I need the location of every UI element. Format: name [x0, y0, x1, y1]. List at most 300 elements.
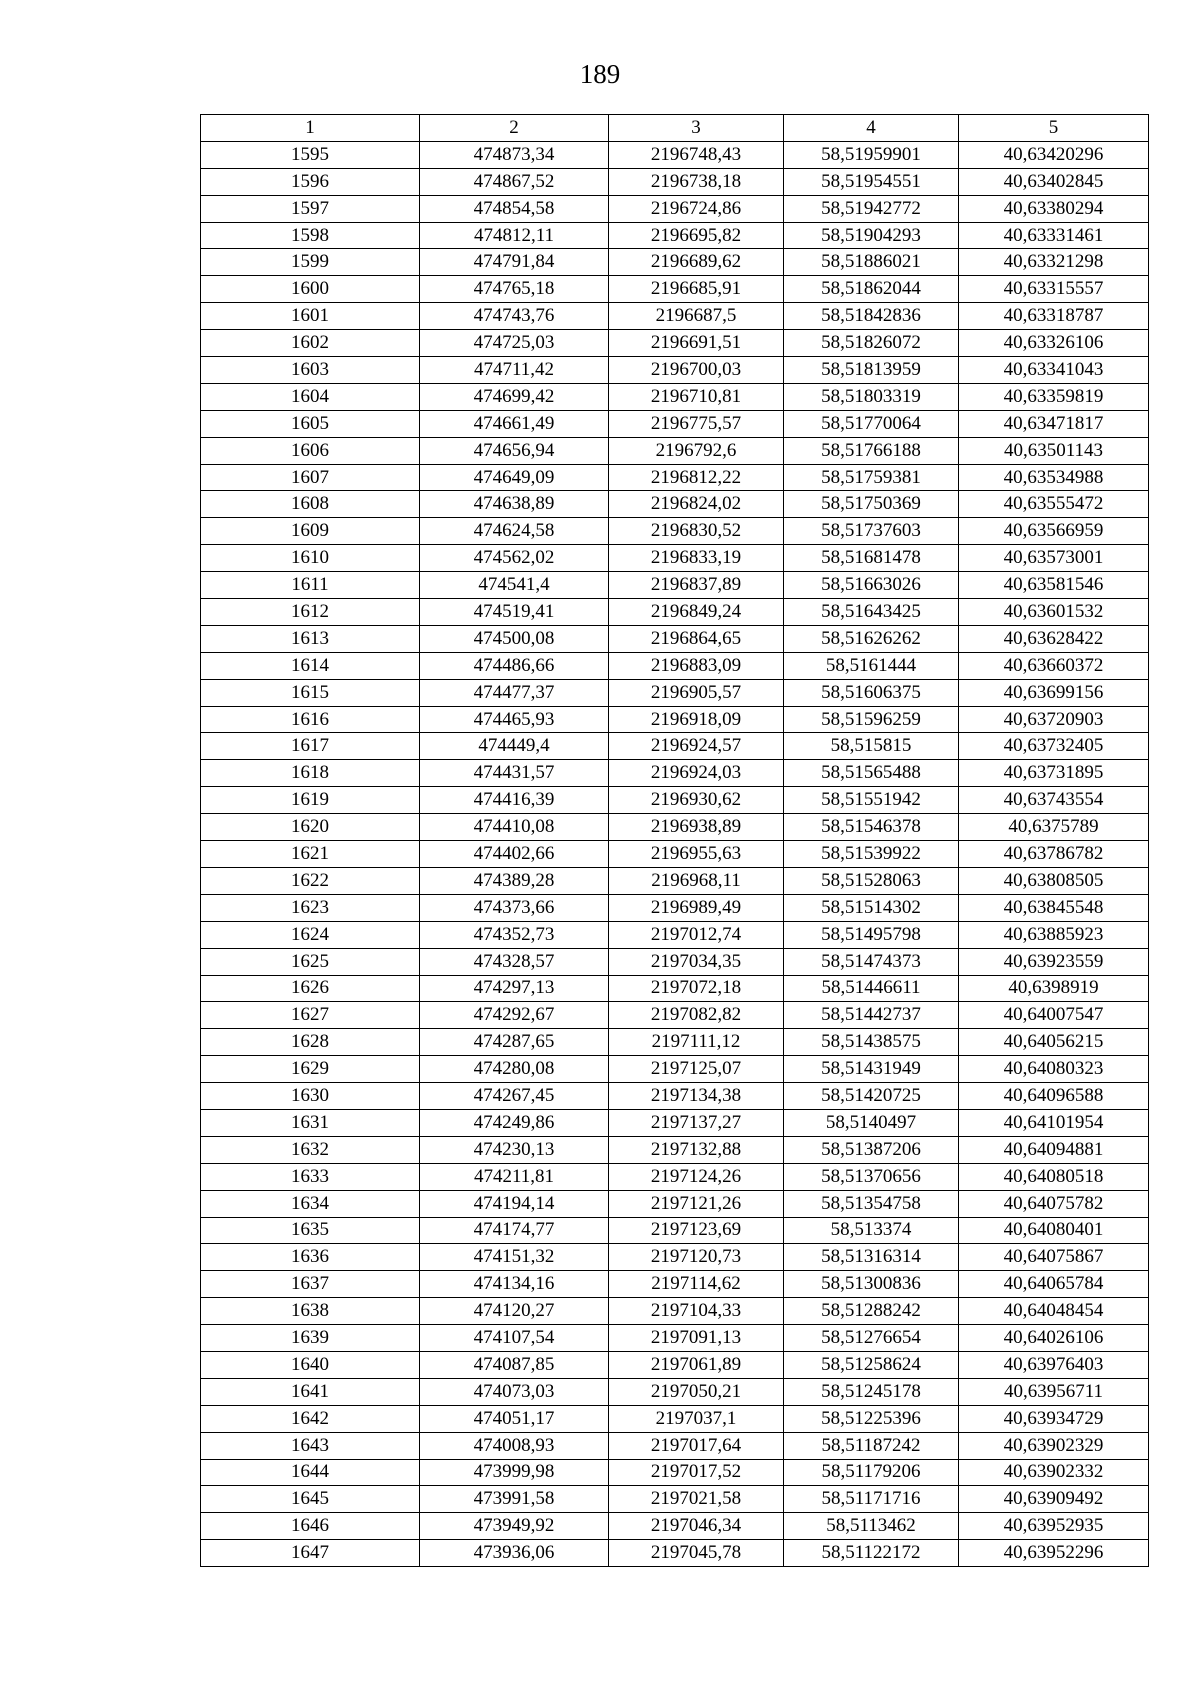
- table-cell-col-2: 474267,45: [420, 1083, 609, 1110]
- table-cell-col-3: 2197021,58: [609, 1486, 784, 1513]
- table-cell-col-4: 58,51551942: [784, 787, 959, 814]
- table-cell-col-1: 1630: [201, 1083, 420, 1110]
- table-header: [201, 115, 1149, 142]
- table-cell-col-1: 1637: [201, 1271, 420, 1298]
- table-cell-col-2: 473949,92: [420, 1513, 609, 1540]
- table-cell-col-1: 1600: [201, 276, 420, 303]
- table-cell-col-3: 2197114,62: [609, 1271, 784, 1298]
- table-row: [201, 1432, 1149, 1459]
- table-cell-col-3: 2196695,82: [609, 222, 784, 249]
- table-cell-col-5: 40,64080518: [959, 1163, 1149, 1190]
- table-cell-col-4: 58,513374: [784, 1217, 959, 1244]
- table-cell-col-1: 1628: [201, 1029, 420, 1056]
- table-row: [201, 1109, 1149, 1136]
- table-cell-col-5: 40,63952935: [959, 1513, 1149, 1540]
- table-cell-col-3: 2196685,91: [609, 276, 784, 303]
- table-cell-col-4: 58,51681478: [784, 545, 959, 572]
- table-cell-col-1: 1598: [201, 222, 420, 249]
- table-cell-col-4: 58,51122172: [784, 1540, 959, 1567]
- table-row: [201, 1540, 1149, 1567]
- table-row: [201, 383, 1149, 410]
- table-cell-col-1: 1640: [201, 1351, 420, 1378]
- table-cell-col-3: 2196924,57: [609, 733, 784, 760]
- table-cell-col-2: 474402,66: [420, 841, 609, 868]
- table-cell-col-4: 58,51565488: [784, 760, 959, 787]
- table-row: [201, 1405, 1149, 1432]
- table-cell-col-5: 40,63331461: [959, 222, 1149, 249]
- table-cell-col-2: 474867,52: [420, 168, 609, 195]
- table-cell-col-4: 58,51245178: [784, 1378, 959, 1405]
- table-cell-col-3: 2196955,63: [609, 841, 784, 868]
- table-cell-col-1: 1633: [201, 1163, 420, 1190]
- table-cell-col-1: 1611: [201, 572, 420, 599]
- table-cell-col-4: 58,51904293: [784, 222, 959, 249]
- table-cell-col-1: 1638: [201, 1298, 420, 1325]
- table-cell-col-4: 58,51387206: [784, 1136, 959, 1163]
- table-cell-col-1: 1639: [201, 1325, 420, 1352]
- table-body: [201, 141, 1149, 1566]
- table-cell-col-4: 58,51276654: [784, 1325, 959, 1352]
- table-row: [201, 437, 1149, 464]
- table-cell-col-2: 474087,85: [420, 1351, 609, 1378]
- table-row: [201, 276, 1149, 303]
- table-cell-col-5: 40,63315557: [959, 276, 1149, 303]
- table-cell-col-5: 40,63923559: [959, 948, 1149, 975]
- table-cell-col-4: 58,51171716: [784, 1486, 959, 1513]
- table-row: [201, 841, 1149, 868]
- table-cell-col-1: 1622: [201, 867, 420, 894]
- table-cell-col-2: 473999,98: [420, 1459, 609, 1486]
- table-cell-col-1: 1595: [201, 141, 420, 168]
- table-cell-col-5: 40,64056215: [959, 1029, 1149, 1056]
- column-header-3: 3: [609, 115, 784, 142]
- table-cell-col-4: 58,51528063: [784, 867, 959, 894]
- table-cell-col-5: 40,63845548: [959, 894, 1149, 921]
- table-cell-col-1: 1603: [201, 357, 420, 384]
- table-cell-col-1: 1604: [201, 383, 420, 410]
- table-cell-col-5: 40,64048454: [959, 1298, 1149, 1325]
- table-cell-col-2: 474661,49: [420, 410, 609, 437]
- table-row: [201, 1298, 1149, 1325]
- table-cell-col-4: 58,51179206: [784, 1459, 959, 1486]
- table-cell-col-4: 58,51737603: [784, 518, 959, 545]
- table-cell-col-5: 40,63885923: [959, 921, 1149, 948]
- table-cell-col-2: 473936,06: [420, 1540, 609, 1567]
- table-cell-col-5: 40,64075782: [959, 1190, 1149, 1217]
- table-cell-col-4: 58,5140497: [784, 1109, 959, 1136]
- table-cell-col-3: 2197134,38: [609, 1083, 784, 1110]
- table-cell-col-1: 1632: [201, 1136, 420, 1163]
- table-cell-col-3: 2197050,21: [609, 1378, 784, 1405]
- table-cell-col-5: 40,63321298: [959, 249, 1149, 276]
- table-cell-col-3: 2196824,02: [609, 491, 784, 518]
- table-cell-col-4: 58,51862044: [784, 276, 959, 303]
- table-cell-col-5: 40,6375789: [959, 814, 1149, 841]
- table-cell-col-5: 40,64026106: [959, 1325, 1149, 1352]
- table-cell-col-2: 474519,41: [420, 599, 609, 626]
- table-cell-col-4: 58,51474373: [784, 948, 959, 975]
- table-cell-col-2: 474297,13: [420, 975, 609, 1002]
- table-cell-col-5: 40,63581546: [959, 572, 1149, 599]
- table-cell-col-1: 1644: [201, 1459, 420, 1486]
- table-cell-col-4: 58,51643425: [784, 599, 959, 626]
- table-cell-col-3: 2196864,65: [609, 625, 784, 652]
- table-row: [201, 894, 1149, 921]
- table-cell-col-1: 1596: [201, 168, 420, 195]
- table-cell-col-5: 40,63731895: [959, 760, 1149, 787]
- table-cell-col-3: 2196830,52: [609, 518, 784, 545]
- table-cell-col-2: 474486,66: [420, 652, 609, 679]
- table-cell-col-5: 40,63909492: [959, 1486, 1149, 1513]
- table-cell-col-5: 40,6398919: [959, 975, 1149, 1002]
- table-cell-col-4: 58,51442737: [784, 1002, 959, 1029]
- table-cell-col-4: 58,51370656: [784, 1163, 959, 1190]
- table-cell-col-1: 1631: [201, 1109, 420, 1136]
- table-row: [201, 706, 1149, 733]
- table-cell-col-4: 58,51495798: [784, 921, 959, 948]
- table-cell-col-4: 58,51770064: [784, 410, 959, 437]
- table-cell-col-3: 2196738,18: [609, 168, 784, 195]
- table-cell-col-3: 2197091,13: [609, 1325, 784, 1352]
- table-cell-col-1: 1618: [201, 760, 420, 787]
- column-header-5: 5: [959, 115, 1149, 142]
- table-row: [201, 249, 1149, 276]
- table-cell-col-1: 1636: [201, 1244, 420, 1271]
- table-row: [201, 1083, 1149, 1110]
- table-row: [201, 1271, 1149, 1298]
- table-row: [201, 599, 1149, 626]
- table-cell-col-2: 474449,4: [420, 733, 609, 760]
- table-cell-col-3: 2197072,18: [609, 975, 784, 1002]
- table-cell-col-5: 40,63976403: [959, 1351, 1149, 1378]
- table-row: [201, 1325, 1149, 1352]
- table-row: [201, 1486, 1149, 1513]
- table-cell-col-3: 2196812,22: [609, 464, 784, 491]
- table-cell-col-2: 474743,76: [420, 303, 609, 330]
- table-cell-col-5: 40,64075867: [959, 1244, 1149, 1271]
- table-cell-col-3: 2196924,03: [609, 760, 784, 787]
- table-row: [201, 410, 1149, 437]
- table-cell-col-1: 1602: [201, 330, 420, 357]
- table-cell-col-4: 58,51431949: [784, 1056, 959, 1083]
- table-cell-col-1: 1626: [201, 975, 420, 1002]
- table-cell-col-4: 58,51225396: [784, 1405, 959, 1432]
- table-cell-col-5: 40,63471817: [959, 410, 1149, 437]
- table-cell-col-5: 40,63318787: [959, 303, 1149, 330]
- table-cell-col-4: 58,51886021: [784, 249, 959, 276]
- table-cell-col-1: 1621: [201, 841, 420, 868]
- table-cell-col-4: 58,51258624: [784, 1351, 959, 1378]
- table-cell-col-3: 2197120,73: [609, 1244, 784, 1271]
- table-cell-col-1: 1647: [201, 1540, 420, 1567]
- table-cell-col-4: 58,51759381: [784, 464, 959, 491]
- table-cell-col-3: 2197137,27: [609, 1109, 784, 1136]
- table-cell-col-5: 40,63601532: [959, 599, 1149, 626]
- table-cell-col-4: 58,51420725: [784, 1083, 959, 1110]
- table-cell-col-3: 2196930,62: [609, 787, 784, 814]
- table-cell-col-2: 474477,37: [420, 679, 609, 706]
- table-cell-col-5: 40,64007547: [959, 1002, 1149, 1029]
- table-cell-col-1: 1625: [201, 948, 420, 975]
- table-cell-col-1: 1613: [201, 625, 420, 652]
- table-cell-col-1: 1601: [201, 303, 420, 330]
- table-cell-col-4: 58,51446611: [784, 975, 959, 1002]
- table-row: [201, 679, 1149, 706]
- table-cell-col-5: 40,64080323: [959, 1056, 1149, 1083]
- table-cell-col-3: 2196689,62: [609, 249, 784, 276]
- table-cell-col-5: 40,63341043: [959, 357, 1149, 384]
- table-cell-col-4: 58,51514302: [784, 894, 959, 921]
- table-cell-col-1: 1605: [201, 410, 420, 437]
- table-cell-col-2: 474765,18: [420, 276, 609, 303]
- table-row: [201, 1351, 1149, 1378]
- table-cell-col-3: 2196748,43: [609, 141, 784, 168]
- table-row: [201, 1136, 1149, 1163]
- table-cell-col-1: 1599: [201, 249, 420, 276]
- table-cell-col-5: 40,63934729: [959, 1405, 1149, 1432]
- table-row: [201, 1378, 1149, 1405]
- table-cell-col-5: 40,64065784: [959, 1271, 1149, 1298]
- table-cell-col-1: 1615: [201, 679, 420, 706]
- table-cell-col-1: 1606: [201, 437, 420, 464]
- table-cell-col-4: 58,51539922: [784, 841, 959, 868]
- table-cell-col-5: 40,63628422: [959, 625, 1149, 652]
- table-cell-col-5: 40,63952296: [959, 1540, 1149, 1567]
- table-cell-col-2: 474073,03: [420, 1378, 609, 1405]
- table-row: [201, 1190, 1149, 1217]
- table-cell-col-3: 2197125,07: [609, 1056, 784, 1083]
- table-cell-col-5: 40,63732405: [959, 733, 1149, 760]
- column-header-2: 2: [420, 115, 609, 142]
- table-row: [201, 1029, 1149, 1056]
- table-cell-col-5: 40,63326106: [959, 330, 1149, 357]
- table-cell-col-5: 40,63573001: [959, 545, 1149, 572]
- table-cell-col-1: 1623: [201, 894, 420, 921]
- table-cell-col-4: 58,51842836: [784, 303, 959, 330]
- table-cell-col-3: 2196700,03: [609, 357, 784, 384]
- table-cell-col-3: 2197124,26: [609, 1163, 784, 1190]
- table-cell-col-2: 474854,58: [420, 195, 609, 222]
- table-row: [201, 1459, 1149, 1486]
- table-cell-col-3: 2196724,86: [609, 195, 784, 222]
- table-cell-col-5: 40,64080401: [959, 1217, 1149, 1244]
- table-cell-col-1: 1645: [201, 1486, 420, 1513]
- table-row: [201, 652, 1149, 679]
- table-cell-col-2: 474873,34: [420, 141, 609, 168]
- table-cell-col-1: 1614: [201, 652, 420, 679]
- table-cell-col-3: 2197104,33: [609, 1298, 784, 1325]
- table-cell-col-3: 2196905,57: [609, 679, 784, 706]
- table-cell-col-5: 40,63402845: [959, 168, 1149, 195]
- table-cell-col-2: 474120,27: [420, 1298, 609, 1325]
- table-cell-col-5: 40,63359819: [959, 383, 1149, 410]
- table-row: [201, 330, 1149, 357]
- table-row: [201, 1002, 1149, 1029]
- table-cell-col-1: 1619: [201, 787, 420, 814]
- table-cell-col-4: 58,51187242: [784, 1432, 959, 1459]
- table-cell-col-5: 40,64101954: [959, 1109, 1149, 1136]
- table-cell-col-1: 1612: [201, 599, 420, 626]
- table-cell-col-4: 58,51438575: [784, 1029, 959, 1056]
- table-row: [201, 733, 1149, 760]
- table-cell-col-1: 1629: [201, 1056, 420, 1083]
- table-cell-col-2: 474465,93: [420, 706, 609, 733]
- table-row: [201, 1056, 1149, 1083]
- table-cell-col-5: 40,64094881: [959, 1136, 1149, 1163]
- table-cell-col-2: 474416,39: [420, 787, 609, 814]
- table-cell-col-2: 474051,17: [420, 1405, 609, 1432]
- table-cell-col-2: 474328,57: [420, 948, 609, 975]
- table-row: [201, 1217, 1149, 1244]
- table-cell-col-4: 58,51596259: [784, 706, 959, 733]
- table-cell-col-4: 58,5113462: [784, 1513, 959, 1540]
- table-cell-col-5: 40,63720903: [959, 706, 1149, 733]
- table-cell-col-1: 1641: [201, 1378, 420, 1405]
- table-cell-col-2: 474541,4: [420, 572, 609, 599]
- table-cell-col-2: 474624,58: [420, 518, 609, 545]
- table-cell-col-2: 474151,32: [420, 1244, 609, 1271]
- table-cell-col-1: 1634: [201, 1190, 420, 1217]
- table-cell-col-2: 474194,14: [420, 1190, 609, 1217]
- table-row: [201, 1244, 1149, 1271]
- table-row: [201, 625, 1149, 652]
- table-cell-col-2: 474791,84: [420, 249, 609, 276]
- table-row: [201, 491, 1149, 518]
- table-row: [201, 303, 1149, 330]
- table-cell-col-1: 1643: [201, 1432, 420, 1459]
- table-cell-col-4: 58,51663026: [784, 572, 959, 599]
- table-cell-col-2: 474711,42: [420, 357, 609, 384]
- table-cell-col-3: 2197082,82: [609, 1002, 784, 1029]
- table-cell-col-4: 58,5161444: [784, 652, 959, 679]
- table-cell-col-2: 473991,58: [420, 1486, 609, 1513]
- table-cell-col-1: 1627: [201, 1002, 420, 1029]
- table-cell-col-4: 58,51546378: [784, 814, 959, 841]
- table-cell-col-3: 2196837,89: [609, 572, 784, 599]
- table-cell-col-2: 474500,08: [420, 625, 609, 652]
- table-cell-col-2: 474431,57: [420, 760, 609, 787]
- table-cell-col-3: 2197045,78: [609, 1540, 784, 1567]
- table-cell-col-5: 40,63380294: [959, 195, 1149, 222]
- table-row: [201, 787, 1149, 814]
- table-cell-col-5: 40,63902332: [959, 1459, 1149, 1486]
- table-cell-col-1: 1646: [201, 1513, 420, 1540]
- column-header-4: 4: [784, 115, 959, 142]
- table-cell-col-3: 2196849,24: [609, 599, 784, 626]
- table-cell-col-1: 1616: [201, 706, 420, 733]
- table-cell-col-5: 40,63956711: [959, 1378, 1149, 1405]
- table-cell-col-3: 2197037,1: [609, 1405, 784, 1432]
- table-cell-col-5: 40,63534988: [959, 464, 1149, 491]
- table-cell-col-4: 58,51942772: [784, 195, 959, 222]
- column-header-1: 1: [201, 115, 420, 142]
- table-cell-col-5: 40,63420296: [959, 141, 1149, 168]
- table-cell-col-2: 474812,11: [420, 222, 609, 249]
- table-cell-col-2: 474638,89: [420, 491, 609, 518]
- table-cell-col-3: 2197121,26: [609, 1190, 784, 1217]
- table-cell-col-1: 1642: [201, 1405, 420, 1432]
- table-cell-col-3: 2196775,57: [609, 410, 784, 437]
- table-cell-col-2: 474249,86: [420, 1109, 609, 1136]
- table-row: [201, 572, 1149, 599]
- table-row: [201, 867, 1149, 894]
- table-cell-col-2: 474656,94: [420, 437, 609, 464]
- table-row: [201, 1163, 1149, 1190]
- table-cell-col-1: 1610: [201, 545, 420, 572]
- table-cell-col-4: 58,51300836: [784, 1271, 959, 1298]
- table-row: [201, 814, 1149, 841]
- table-row: [201, 357, 1149, 384]
- table-cell-col-5: 40,63902329: [959, 1432, 1149, 1459]
- table-cell-col-2: 474008,93: [420, 1432, 609, 1459]
- table-cell-col-4: 58,51826072: [784, 330, 959, 357]
- table-row: [201, 518, 1149, 545]
- table-cell-col-4: 58,51959901: [784, 141, 959, 168]
- table-cell-col-2: 474174,77: [420, 1217, 609, 1244]
- table-row: [201, 760, 1149, 787]
- table-cell-col-5: 40,63566959: [959, 518, 1149, 545]
- table-cell-col-2: 474211,81: [420, 1163, 609, 1190]
- table-cell-col-3: 2197034,35: [609, 948, 784, 975]
- table-cell-col-3: 2196918,09: [609, 706, 784, 733]
- table-cell-col-1: 1635: [201, 1217, 420, 1244]
- table-cell-col-1: 1608: [201, 491, 420, 518]
- table-cell-col-1: 1609: [201, 518, 420, 545]
- page-number: 189: [579, 59, 621, 89]
- table-cell-col-5: 40,63501143: [959, 437, 1149, 464]
- table-cell-col-3: 2197017,64: [609, 1432, 784, 1459]
- table-cell-col-5: 40,63743554: [959, 787, 1149, 814]
- table-cell-col-1: 1617: [201, 733, 420, 760]
- table-cell-col-5: 40,63786782: [959, 841, 1149, 868]
- table-cell-col-3: 2197061,89: [609, 1351, 784, 1378]
- table-cell-col-3: 2196968,11: [609, 867, 784, 894]
- table-cell-col-1: 1624: [201, 921, 420, 948]
- table-cell-col-5: 40,63808505: [959, 867, 1149, 894]
- table-cell-col-3: 2197123,69: [609, 1217, 784, 1244]
- table-cell-col-2: 474410,08: [420, 814, 609, 841]
- table-row: [201, 168, 1149, 195]
- table-cell-col-4: 58,51954551: [784, 168, 959, 195]
- table-cell-col-3: 2197017,52: [609, 1459, 784, 1486]
- table-row: [201, 1513, 1149, 1540]
- table-cell-col-4: 58,51316314: [784, 1244, 959, 1271]
- table-cell-col-5: 40,63660372: [959, 652, 1149, 679]
- table-cell-col-1: 1607: [201, 464, 420, 491]
- table-cell-col-1: 1597: [201, 195, 420, 222]
- table-cell-col-2: 474562,02: [420, 545, 609, 572]
- table-row: [201, 195, 1149, 222]
- table-cell-col-5: 40,63699156: [959, 679, 1149, 706]
- table-cell-col-3: 2196687,5: [609, 303, 784, 330]
- table-cell-col-4: 58,51766188: [784, 437, 959, 464]
- table-row: [201, 141, 1149, 168]
- table-cell-col-3: 2196833,19: [609, 545, 784, 572]
- table-cell-col-4: 58,51813959: [784, 357, 959, 384]
- table-cell-col-3: 2197132,88: [609, 1136, 784, 1163]
- table-cell-col-2: 474280,08: [420, 1056, 609, 1083]
- table-cell-col-2: 474699,42: [420, 383, 609, 410]
- table-row: [201, 464, 1149, 491]
- table-row: [201, 948, 1149, 975]
- table-cell-col-3: 2196691,51: [609, 330, 784, 357]
- table-row: [201, 921, 1149, 948]
- table-cell-col-2: 474389,28: [420, 867, 609, 894]
- table-cell-col-2: 474230,13: [420, 1136, 609, 1163]
- table-cell-col-3: 2196989,49: [609, 894, 784, 921]
- table-cell-col-2: 474134,16: [420, 1271, 609, 1298]
- table-cell-col-2: 474725,03: [420, 330, 609, 357]
